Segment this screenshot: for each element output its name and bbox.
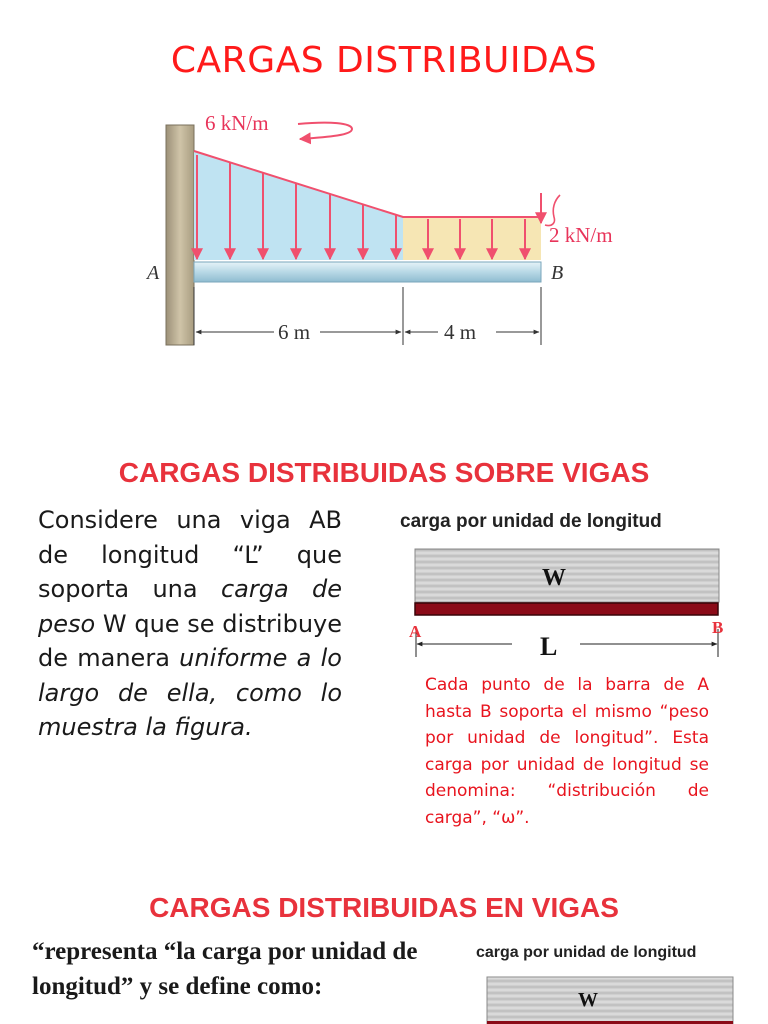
load-right-label: 2 kN/m [549,223,613,247]
support-label: A [147,262,160,284]
figure-caption-2: carga por unidad de longitud [476,944,697,961]
wall-support [166,125,194,345]
intro-paragraph: Considere una viga AB de longitud “L” que soporta una carga de peso W que se distribuye de manera uniforme a lo largo de ella, como lo muestra la figura. [38,506,343,741]
span-right-label: 4 m [444,320,477,344]
load-pointer-hook [545,195,560,226]
beam [194,262,541,282]
load-pointer-arrow [298,123,352,139]
end-a-label: A [409,622,422,641]
bar [415,603,718,615]
uniform-bar-diagram [408,545,728,665]
section-title-sobre-vigas: CARGAS DISTRIBUIDAS SOBRE VIGAS [118,457,650,488]
definition-text: “representa “la carga por unidad de longitud” y se define como: [32,938,418,1000]
weight-block-2 [487,977,733,1024]
length-label: L [540,632,558,661]
load-left-label: 6 kN/m [205,111,269,135]
end-label: B [551,262,564,284]
page-title: CARGAS DISTRIBUIDAS [170,40,598,81]
span-left-label: 6 m [278,320,311,344]
end-b-label: B [712,618,724,637]
uniform-bar-diagram-2 [486,976,736,1024]
dimension-lines [194,287,541,345]
section-title-en-vigas: CARGAS DISTRIBUIDAS EN VIGAS [149,892,619,923]
triangular-load [194,151,403,260]
uniform-load [403,217,541,260]
beam-load-diagram [140,105,640,355]
load-note: Cada punto de la barra de A hasta B soporta el mismo “peso por unidad de longitud”. Esta carga por unidad de longitud se denomina: “distribución de carga”, “ω”. [425,675,709,828]
weight-label: W [542,565,566,591]
figure-caption: carga por unidad de longitud [400,511,662,532]
weight-block [415,549,719,602]
weight-label-2: W [578,989,598,1011]
